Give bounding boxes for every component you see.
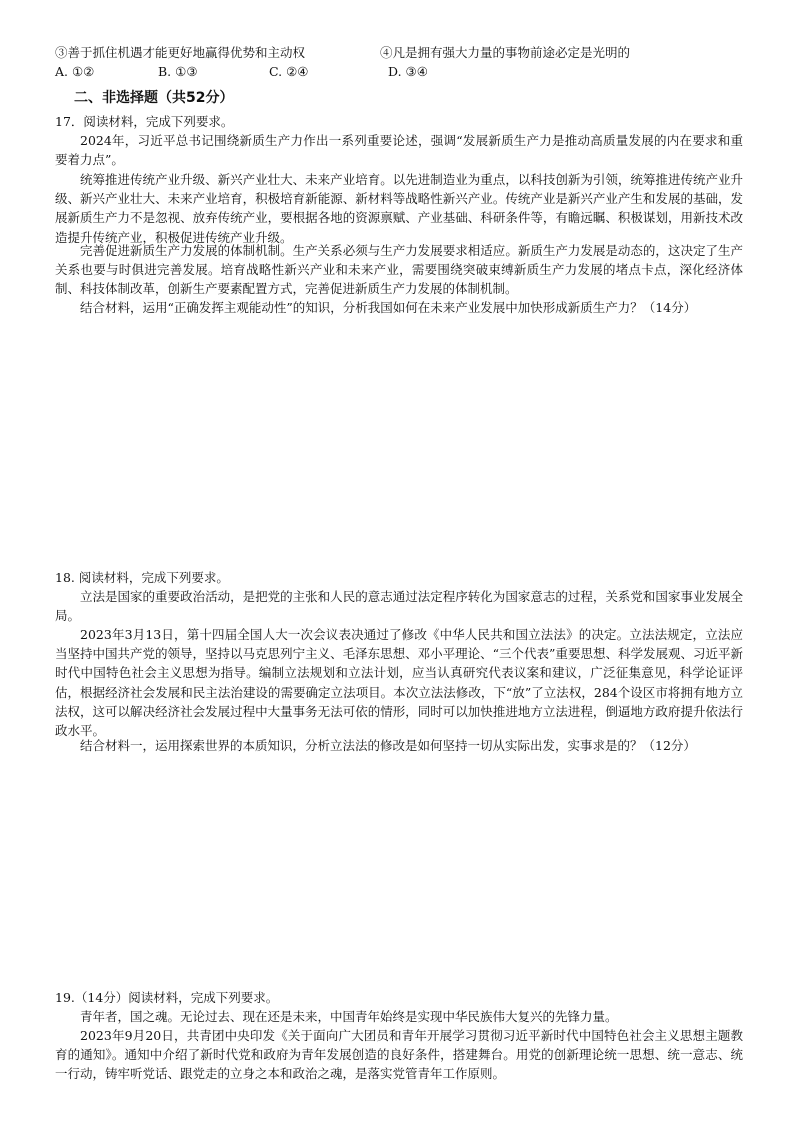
option-d: D. ③④ [388,64,428,79]
option-c: C. ②④ [269,64,309,79]
choice-options [55,63,655,81]
choice-statement-4: ④凡是拥有强大力量的事物前途必定是光明的 [380,45,631,60]
question-19-paragraph-2: 2023年9月20日，共青团中央印发《关于面向广大团员和青年开展学习贯彻习近平新时代中国特色社会主义思想主题教育的通知》。通知中介绍了新时代党和政府为青年发展创造的良好条件，搭建舞台。用党的创新理论统一思想、统一意志、统一行动，铸牢听党话、跟党走的立身之本和政治之魂，是落实党管青年工作原则。 [55,1028,743,1082]
question-19-title: 19.（14分）阅读材料，完成下列要求。 [55,990,279,1005]
question-17-answer-space[interactable] [55,340,743,565]
question-17-title: 17．阅读材料，完成下列要求。 [55,114,234,129]
question-18-prompt: 结合材料一，运用探索世界的本质知识，分析立法法的修改是如何坚持一切从实际出发，实事求是的？（12分） [80,738,696,753]
option-a: A. ①② [55,64,95,79]
question-19-paragraph-1: 青年者，国之魂。无论过去、现在还是未来，中国青年始终是实现中华民族伟大复兴的先锋力量。 [80,1009,618,1024]
question-17-paragraph-3: 完善促进新质生产力发展的体制机制。生产关系必须与生产力发展要求相适应。新质生产力发展是动态的，这决定了生产关系也要与时俱进完善发展。培育战略性新兴产业和未来产业，需要围绕突破束缚新质生产力发展的堵点卡点，深化经济体制、科技体制改革，创新生产要素配置方式，完善促进新质生产力发展的体制机制。 [55,243,743,297]
choice-statement-3: ③善于抓住机遇才能更好地赢得优势和主动权 [55,45,306,60]
question-17-paragraph-1: 2024年，习近平总书记围绕新质生产力作出一系列重要论述，强调“发展新质生产力是推动高质量发展的内在要求和重要着力点”。 [55,133,743,168]
question-17-prompt: 结合材料，运用“正确发挥主观能动性”的知识，分析我国如何在未来产业发展中加快形成新质生产力？（14分） [80,300,697,315]
question-18-paragraph-1: 立法是国家的重要政治活动，是把党的主张和人民的意志通过法定程序转化为国家意志的过程，关系党和国家事业发展全局。 [55,589,743,624]
question-18-paragraph-2: 2023年3月13日，第十四届全国人大一次会议表决通过了修改《中华人民共和国立法法》的决定。立法法规定，立法应当坚持中国共产党的领导，坚持以马克思列宁主义、毛泽东思想、邓小平理论、“三个代表”重要思想、科学发展观、习近平新时代中国特色社会主义思想为指导。编制立法规划和立法计划，应当认真研究代表议案和建议，广泛征集意见，科学论证评估，根据经济社会发展和民主法治建设的需要确定立法项目。本次立法法修改，下“放”了立法权，284个设区市将拥有地方立法权，这可以解决经济社会发展过程中大量事务无法可依的情形，同时可以加快推进地方立法进程，倒逼地方政府提升依法行政水平。 [55,627,743,739]
question-17-paragraph-2: 统筹推进传统产业升级、新兴产业壮大、未来产业培育。以先进制造业为重点，以科技创新为引领，统筹推进传统产业升级、新兴产业壮大、未来产业培育，积极培育新能源、新材料等战略性新兴产业。传统产业是新兴产业产生和发展的基础，发展新质生产力不是忽视、放弃传统产业，要根据各地的资源禀赋、产业基础、科研条件等，有瞻远瞩、积极谋划，用新技术改造提升传统产业，积极促进传统产业升级。 [55,172,743,245]
option-b: B. ①③ [158,64,198,79]
section-heading: 二、非选择题（共52分） [74,90,234,106]
question-18-answer-space[interactable] [55,778,743,983]
question-18-title: 18. 阅读材料，完成下列要求。 [55,570,229,585]
